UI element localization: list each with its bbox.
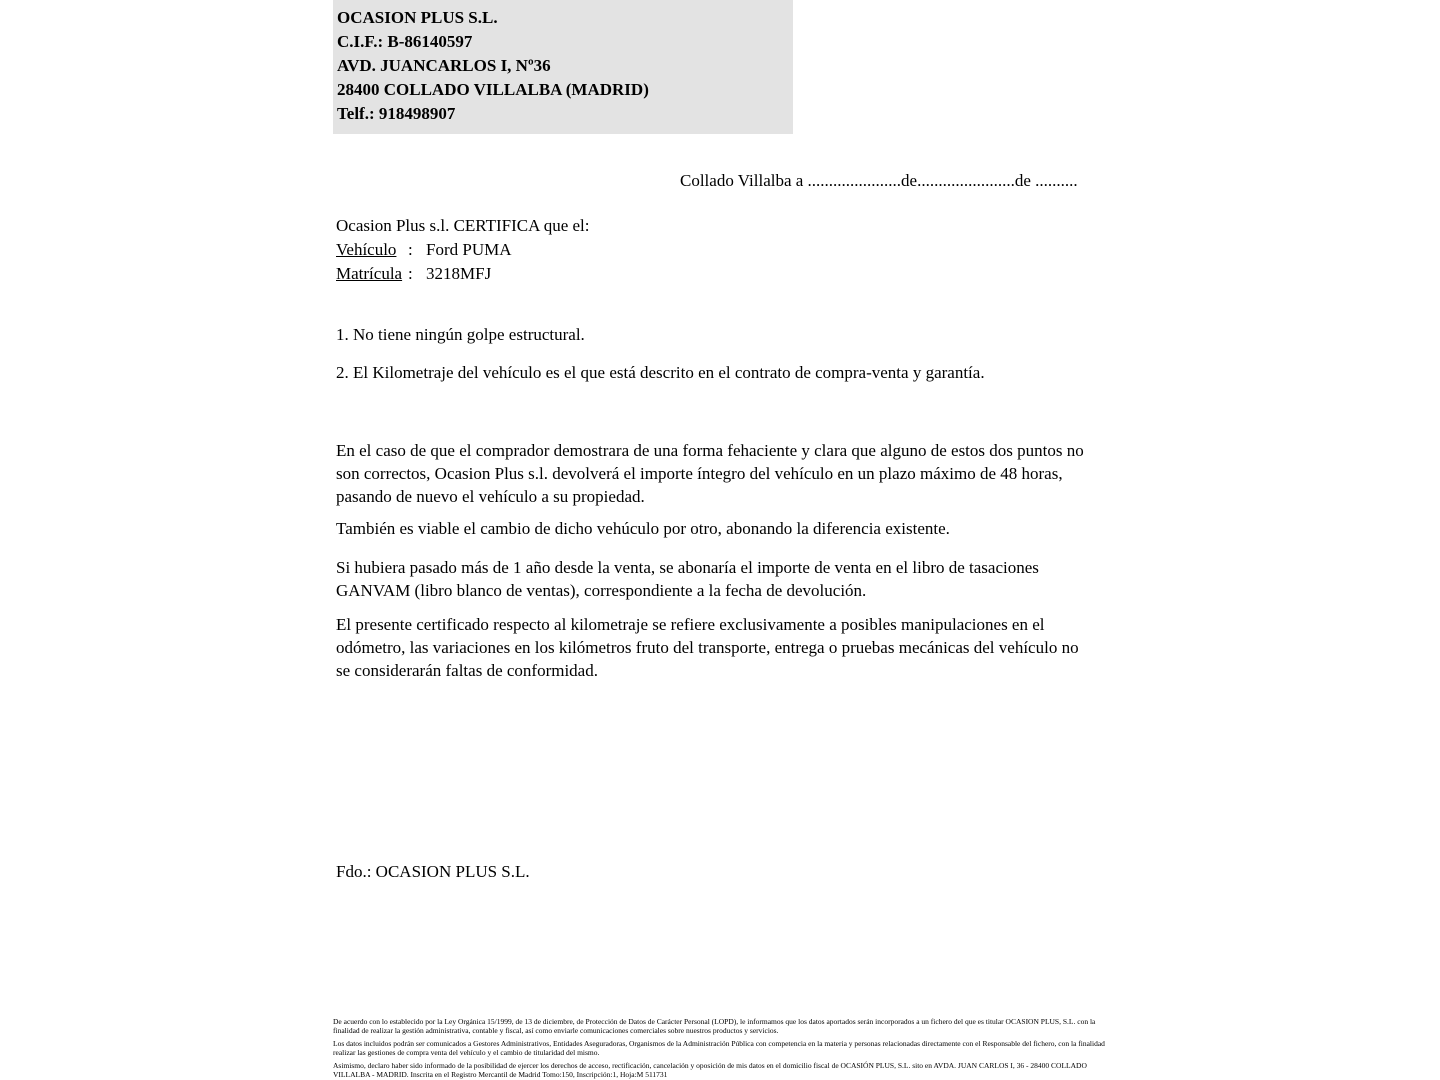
paragraph-vehicle-exchange: También es viable el cambio de dicho vehúculo por otro, abonando la diferencia existente.	[336, 519, 950, 538]
certified-point-1: 1. No tiene ningún golpe estructural.	[336, 325, 585, 344]
plate-field-separator: :	[408, 264, 413, 283]
letterhead-line-cif: C.I.F.: B-86140597	[337, 32, 473, 51]
paragraph-odometer-scope: El presente certificado respecto al kilometraje se refiere exclusivamente a posibles manipulaciones en el odómetro, las variaciones en los kilómetros fruto del transporte, entrega o pruebas mecánicas del vehículo no se considerarán faltas de conformidad.	[336, 615, 1079, 680]
paragraph-refund-terms: En el caso de que el comprador demostrara de una forma fehaciente y clara que alguno de estos dos puntos no son correctos, Ocasion Plus s.l. devolverá el importe íntegro del vehículo en un plazo máximo de 48 horas, pasando de nuevo el vehículo a su propiedad.	[336, 441, 1084, 506]
plate-field-row	[336, 264, 491, 284]
vehicle-field-label: Vehículo	[336, 240, 397, 259]
company-letterhead	[333, 0, 793, 134]
legal-notice-paragraph-3: Asimismo, declaro haber sido informado de la posibilidad de ejercer los derechos de acceso, rectificación, cancelación y oposición de mis datos en el domicilio fiscal de OCASIÓN PLUS, S.L. sito en AVDA. JUAN CARLOS I, 36 - 28400 COLLADO VILLALBA - MADRID. Inscrita en el Registro Mercantil de Madrid Tomo:150, Inscripción:1, Hoja:M 511731	[333, 1060, 1087, 1080]
letterhead-line-company-name: OCASION PLUS S.L.	[337, 8, 498, 27]
letterhead-line-address: AVD. JUANCARLOS I, Nº36	[337, 56, 551, 75]
plate-field-label: Matrícula	[336, 264, 403, 283]
letterhead-line-phone: Telf.: 918498907	[337, 104, 456, 123]
legal-notice-paragraph-1: De acuerdo con lo establecido por la Ley Orgánica 15/1999, de 13 de diciembre, de Protección de Datos de Carácter Personal (LOPD), le informamos que los datos aportados serán incorporados a un fichero del que es titular OCASION PLUS, S.L. con la finalidad de realizar la gestión administrativa, contable y fiscal, así como enviarle comunicaciones comerciales sobre nuestros productos y servicios.	[333, 1017, 1096, 1036]
signature-line: Fdo.: OCASION PLUS S.L.	[336, 862, 530, 881]
certified-point-2: 2. El Kilometraje del vehículo es el que está descrito en el contrato de compra-venta y garantía.	[336, 363, 985, 382]
legal-notice-paragraph-2: Los datos incluidos podrán ser comunicados a Gestores Administrativos, Entidades Aseguradoras, Organismos de la Administración Pública con competencia en la materia y personas relacionadas directamente con el Responsable del fichero, con la finalidad realizar las gestiones de compra venta del vehículo y el cambio de titularidad del mismo.	[333, 1038, 1105, 1058]
place-and-date-line: Collado Villalba a ......................de.......................de ..........	[680, 171, 1078, 190]
certification-intro: Ocasion Plus s.l. CERTIFICA que el:	[336, 216, 590, 235]
paragraph-one-year-clause: Si hubiera pasado más de 1 año desde la venta, se abonaría el importe de venta en el libro de tasaciones GANVAM (libro blanco de ventas), correspondiente a la fecha de devolución.	[336, 558, 1039, 600]
vehicle-field-value: Ford PUMA	[426, 240, 512, 259]
vehicle-field-separator: :	[408, 240, 413, 259]
plate-field-value: 3218MFJ	[426, 264, 492, 283]
vehicle-field-row	[336, 240, 512, 260]
letterhead-line-city: 28400 COLLADO VILLALBA (MADRID)	[337, 80, 649, 99]
legal-notice-block	[333, 1017, 1123, 1079]
